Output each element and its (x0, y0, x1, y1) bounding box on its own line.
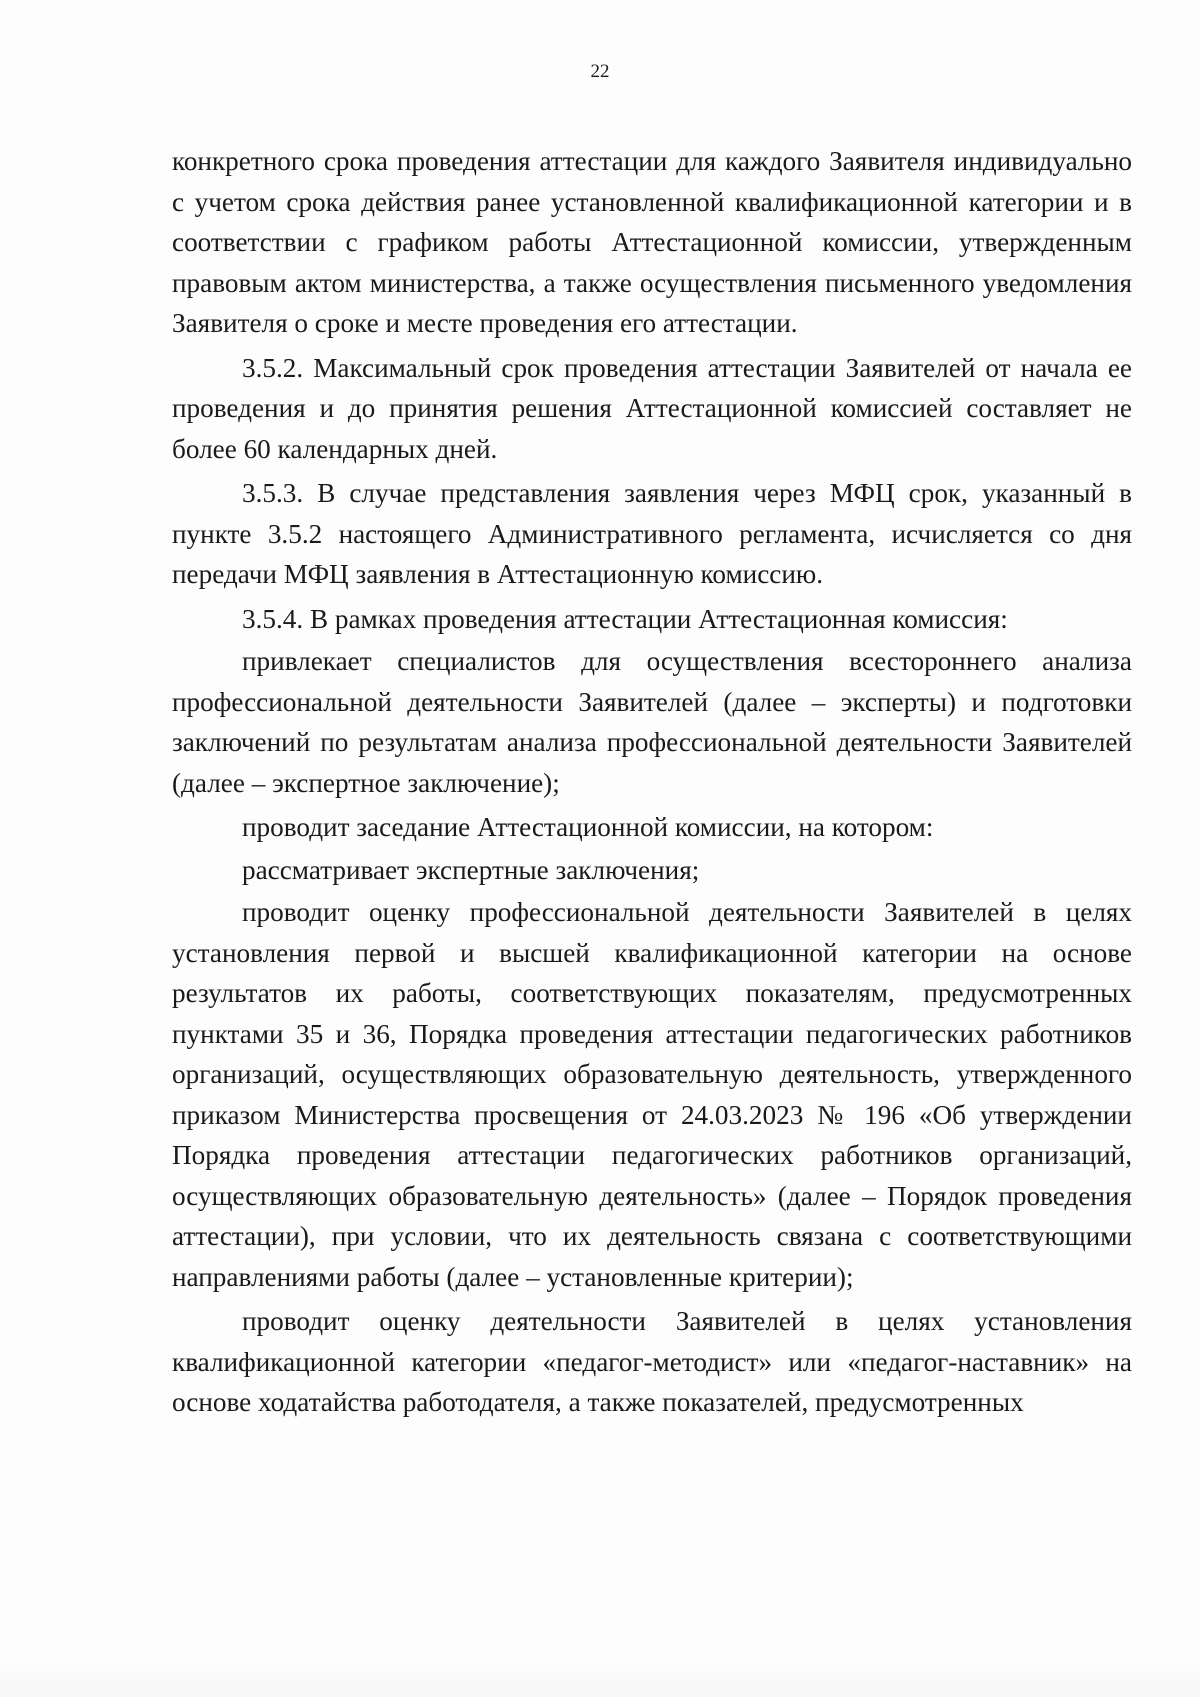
scan-edge (0, 1655, 1200, 1697)
document-body (172, 141, 1132, 1427)
paragraph-3-5-4: 3.5.4. В рамках проведения аттестации Аттестационная комиссия: (242, 603, 1008, 634)
paragraph-continuation: конкретного срока проведения аттестации для каждого Заявителя индивидуально с учетом срока действия ранее установленной квалификационной категории и в соответствии с графиком работы Аттестационной комиссии, утвержденным правовым актом министерства, а также осуществления письменного уведомления Заявителя о сроке и месте проведения его аттестации. (172, 146, 1132, 338)
page-number: 22 (590, 61, 610, 82)
paragraph-3-5-2: 3.5.2. Максимальный срок проведения аттестации Заявителей от начала ее проведения и до принятия решения Аттестационной комиссией составляет не более 60 календарных дней. (172, 352, 1132, 464)
paragraph-experts: привлекает специалистов для осуществления всестороннего анализа профессиональной деятельности Заявителей (далее – эксперты) и подготовки заключений по результатам анализа профессиональной деятельности Заявителей (далее – экспертное заключение); (172, 646, 1132, 798)
paragraph-meeting: проводит заседание Аттестационной комиссии, на котором: (242, 812, 934, 842)
paragraph-review: рассматривает экспертные заключения; (242, 854, 700, 885)
paragraph-3-5-3: 3.5.3. В случае представления заявления через МФЦ срок, указанный в пункте 3.5.2 настоящего Административного регламента, исчисляется со дня передачи МФЦ заявления в Аттестационную комиссию. (172, 478, 1132, 589)
paragraph-assessment-first-highest: проводит оценку профессиональной деятельности Заявителей в целях установления первой и высшей квалификационной категории на основе результатов их работы, соответствующих показателям, предусмотренных пунктами 35 и 36, Порядка проведения аттестации педагогических работников организаций, осуществляющих образовательную деятельность, утвержденного приказом Министерства просвещения от 24.03.2023 № 196 «Об утверждении Порядка проведения аттестации педагогических работников организаций, осуществляющих образовательную деятельность» (далее – Порядок проведения аттестации), при условии, что их деятельность связана с соответствующими направлениями работы (далее – установленные критерии); (172, 897, 1132, 1292)
paragraph-assessment-methodist-mentor: проводит оценку деятельности Заявителей в целях установления квалификационной категории «педагог-методист» или «педагог-наставник» на основе ходатайства работодателя, а также показателей, предусмотренных (172, 1306, 1132, 1417)
